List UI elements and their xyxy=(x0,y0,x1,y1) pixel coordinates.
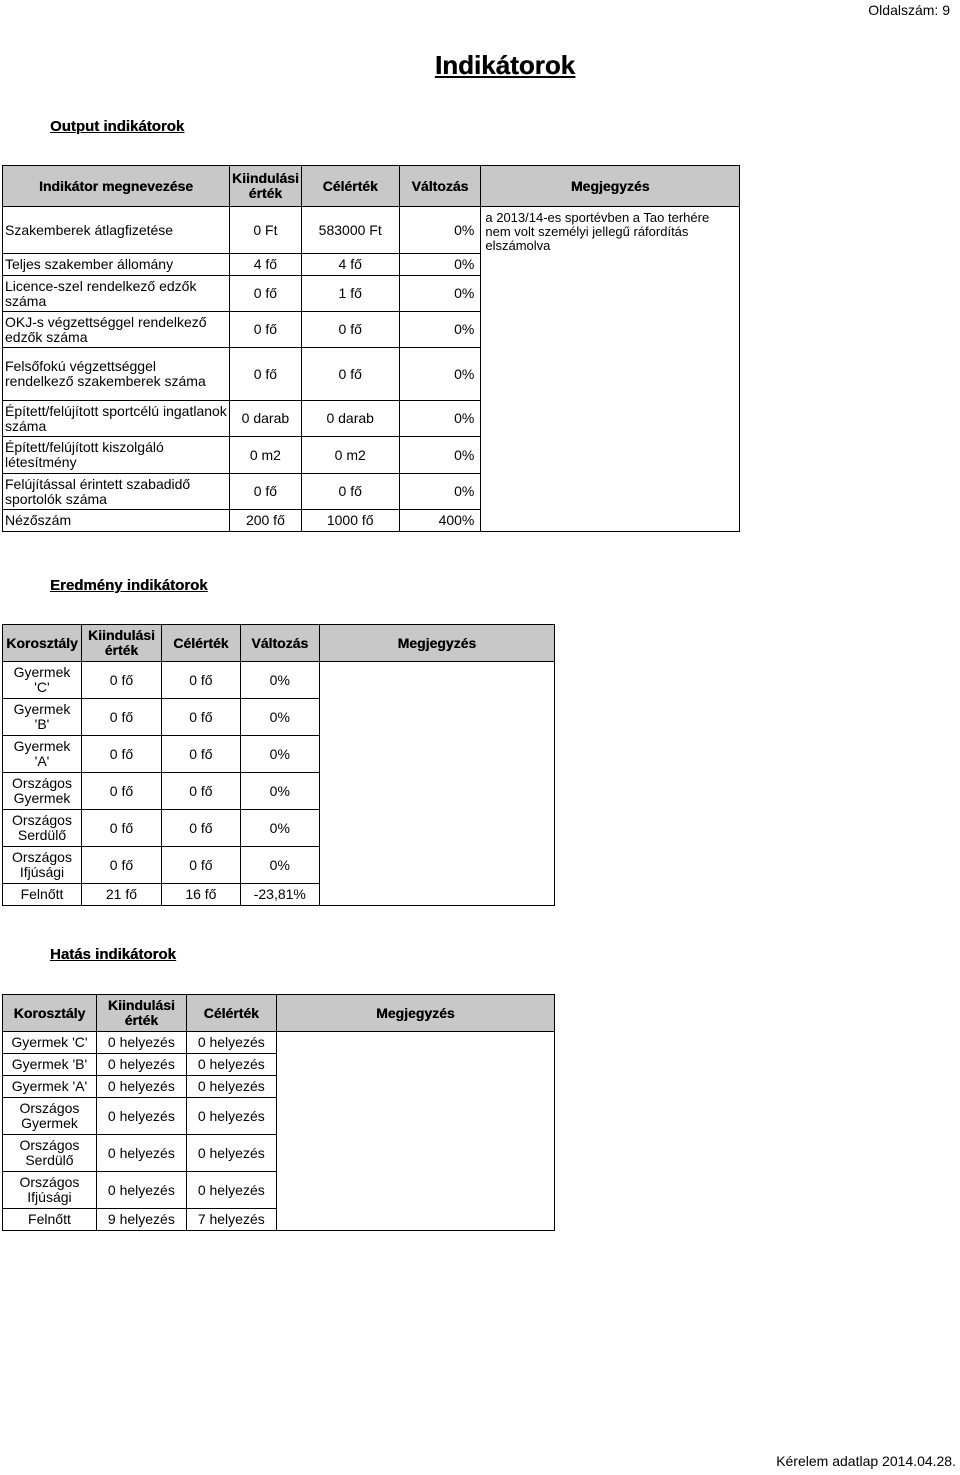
target-value: 0 fő xyxy=(161,810,240,847)
col-header-change: Változás xyxy=(240,625,319,662)
output-note: a 2013/14-es sportévben a Tao terhére nem volt személyi jellegű ráfordítás elszámolva xyxy=(481,207,740,532)
col-header-age-group: Korosztály xyxy=(3,625,82,662)
impact-note xyxy=(276,1032,554,1231)
target-value: 0 helyezés xyxy=(186,1076,276,1098)
baseline-value: 0 darab xyxy=(229,401,301,437)
target-value: 0 helyezés xyxy=(186,1172,276,1209)
age-group: Országos Gyermek xyxy=(3,773,82,810)
col-header-note: Megjegyzés xyxy=(481,166,740,207)
col-header-baseline: Kiindulási érték xyxy=(229,166,301,207)
target-value: 0 helyezés xyxy=(186,1032,276,1054)
change-value: 0% xyxy=(240,810,319,847)
col-header-baseline: Kiindulási érték xyxy=(96,995,186,1032)
col-header-baseline: Kiindulási érték xyxy=(81,625,161,662)
output-section-title: Output indikátorok xyxy=(50,118,185,135)
baseline-value: 0 fő xyxy=(81,662,161,699)
age-group: Gyermek 'C' xyxy=(3,662,82,699)
age-group: Gyermek 'C' xyxy=(3,1032,97,1054)
change-value: 0% xyxy=(240,847,319,884)
target-value: 0 fő xyxy=(161,736,240,773)
table-row xyxy=(3,207,740,254)
target-value: 0 fő xyxy=(161,662,240,699)
target-value: 0 fő xyxy=(161,773,240,810)
target-value: 7 helyezés xyxy=(186,1209,276,1231)
impact-table xyxy=(2,994,555,1231)
col-header-target: Célérték xyxy=(186,995,276,1032)
impact-section-title: Hatás indikátorok xyxy=(50,946,176,963)
indicator-name: Teljes szakember állomány xyxy=(3,254,230,276)
target-value: 0 fő xyxy=(161,847,240,884)
age-group: Országos Gyermek xyxy=(3,1098,97,1135)
indicator-name: Szakemberek átlagfizetése xyxy=(3,207,230,254)
col-header-note: Megjegyzés xyxy=(276,995,554,1032)
baseline-value: 0 fő xyxy=(81,847,161,884)
baseline-value: 0 fő xyxy=(229,348,301,401)
baseline-value: 0 fő xyxy=(229,312,301,348)
target-value: 1 fő xyxy=(301,276,399,312)
change-value: 0% xyxy=(399,474,481,510)
col-header-age-group: Korosztály xyxy=(3,995,97,1032)
table-row xyxy=(3,1032,555,1054)
baseline-value: 0 m2 xyxy=(229,437,301,474)
indicator-name: Felújítással érintett szabadidő sportolók száma xyxy=(3,474,230,510)
result-table xyxy=(2,624,555,906)
indicator-name: Épített/felújított kiszolgáló létesítmény xyxy=(3,437,230,474)
target-value: 0 darab xyxy=(301,401,399,437)
col-header-indicator: Indikátor megnevezése xyxy=(3,166,230,207)
change-value: 0% xyxy=(399,401,481,437)
change-value: 0% xyxy=(399,312,481,348)
age-group: Országos Ifjúsági xyxy=(3,847,82,884)
age-group: Országos Ifjúsági xyxy=(3,1172,97,1209)
change-value: -23,81% xyxy=(240,884,319,906)
target-value: 0 fő xyxy=(301,348,399,401)
indicator-name: Licence-szel rendelkező edzők száma xyxy=(3,276,230,312)
page-title: Indikátorok xyxy=(434,50,576,80)
result-note xyxy=(319,662,554,906)
baseline-value: 0 helyezés xyxy=(96,1135,186,1172)
baseline-value: 0 fő xyxy=(81,810,161,847)
target-value: 0 fő xyxy=(301,474,399,510)
change-value: 400% xyxy=(399,510,481,532)
age-group: Felnőtt xyxy=(3,884,82,906)
target-value: 0 fő xyxy=(161,699,240,736)
change-value: 0% xyxy=(399,207,481,254)
change-value: 0% xyxy=(240,699,319,736)
change-value: 0% xyxy=(240,736,319,773)
age-group: Felnőtt xyxy=(3,1209,97,1231)
baseline-value: 0 fő xyxy=(229,276,301,312)
age-group: Gyermek 'B' xyxy=(3,1054,97,1076)
change-value: 0% xyxy=(240,662,319,699)
baseline-value: 0 fő xyxy=(81,736,161,773)
change-value: 0% xyxy=(399,276,481,312)
table-row xyxy=(3,662,555,699)
col-header-change: Változás xyxy=(399,166,481,207)
baseline-value: 200 fő xyxy=(229,510,301,532)
col-header-note: Megjegyzés xyxy=(319,625,554,662)
baseline-value: 0 fő xyxy=(229,474,301,510)
change-value: 0% xyxy=(240,773,319,810)
indicator-name: Épített/felújított sportcélú ingatlanok száma xyxy=(3,401,230,437)
target-value: 1000 fő xyxy=(301,510,399,532)
col-header-target: Célérték xyxy=(161,625,240,662)
change-value: 0% xyxy=(399,348,481,401)
output-table xyxy=(2,165,740,532)
target-value: 0 helyezés xyxy=(186,1098,276,1135)
indicator-name: Nézőszám xyxy=(3,510,230,532)
age-group: Országos Serdülő xyxy=(3,810,82,847)
indicator-name: Felsőfokú végzettséggel rendelkező szakemberek száma xyxy=(3,348,230,401)
target-value: 16 fő xyxy=(161,884,240,906)
baseline-value: 0 helyezés xyxy=(96,1032,186,1054)
baseline-value: 4 fő xyxy=(229,254,301,276)
page-number: Oldalszám: 9 xyxy=(868,2,950,18)
age-group: Gyermek 'A' xyxy=(3,736,82,773)
target-value: 583000 Ft xyxy=(301,207,399,254)
age-group: Gyermek 'B' xyxy=(3,699,82,736)
change-value: 0% xyxy=(399,437,481,474)
target-value: 4 fő xyxy=(301,254,399,276)
age-group: Országos Serdülő xyxy=(3,1135,97,1172)
target-value: 0 helyezés xyxy=(186,1135,276,1172)
target-value: 0 helyezés xyxy=(186,1054,276,1076)
indicator-name: OKJ-s végzettséggel rendelkező edzők száma xyxy=(3,312,230,348)
target-value: 0 m2 xyxy=(301,437,399,474)
baseline-value: 0 Ft xyxy=(229,207,301,254)
baseline-value: 0 helyezés xyxy=(96,1172,186,1209)
baseline-value: 9 helyezés xyxy=(96,1209,186,1231)
baseline-value: 0 helyezés xyxy=(96,1098,186,1135)
baseline-value: 0 fő xyxy=(81,773,161,810)
footer-text: Kérelem adatlap 2014.04.28. xyxy=(776,1453,956,1469)
col-header-target: Célérték xyxy=(301,166,399,207)
baseline-value: 0 fő xyxy=(81,699,161,736)
change-value: 0% xyxy=(399,254,481,276)
result-section-title: Eredmény indikátorok xyxy=(50,577,208,594)
target-value: 0 fő xyxy=(301,312,399,348)
baseline-value: 0 helyezés xyxy=(96,1054,186,1076)
baseline-value: 0 helyezés xyxy=(96,1076,186,1098)
baseline-value: 21 fő xyxy=(81,884,161,906)
age-group: Gyermek 'A' xyxy=(3,1076,97,1098)
